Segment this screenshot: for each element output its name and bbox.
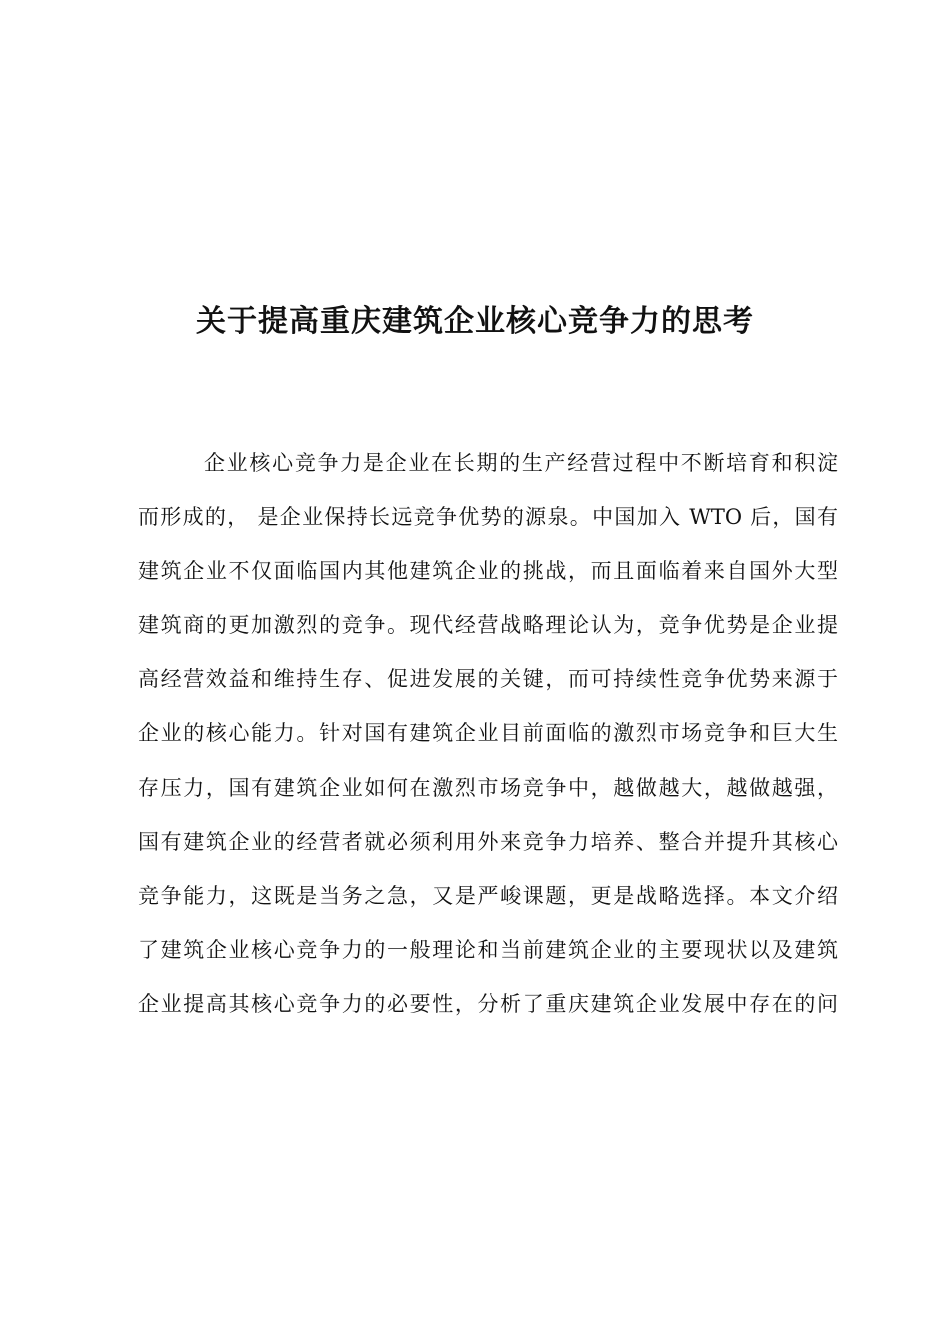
paragraph [138,436,838,1031]
paragraph-line: 企业核心竞争力是企业在长期的生产经营过程中不断培育和积淀 [204,451,838,475]
paragraph-line: 建筑商的更加激烈的竞争。现代经营战略理论认为，竞争优势是企业提 [138,613,838,638]
paragraph-line: 了建筑企业核心竞争力的一般理论和当前建筑企业的主要现状以及建筑 [138,937,838,962]
paragraph-line: 存压力，国有建筑企业如何在激烈市场竞争中，越做越大，越做越强， [138,775,838,800]
paragraph-line: 竞争能力，这既是当务之急，又是严峻课题，更是战略选择。本文介绍 [138,883,838,908]
paragraph-line: 高经营效益和维持生存、促进发展的关键，而可持续性竞争优势来源于 [138,667,838,692]
paragraph-line: 国有建筑企业的经营者就必须利用外来竞争力培养、整合并提升其核心 [138,829,838,854]
paragraph-line: 企业提高其核心竞争力的必要性，分析了重庆建筑企业发展中存在的问 [138,991,838,1016]
document-title: 关于提高重庆建筑企业核心竞争力的思考 [196,304,754,339]
paragraph-line: 而形成的， 是企业保持长远竞争优势的源泉。中国加入 WTO 后，国有 [138,505,838,530]
paragraph-line: 建筑企业不仅面临国内其他建筑企业的挑战，而且面临着来自国外大型 [138,559,838,584]
paragraph-line: 企业的核心能力。针对国有建筑企业目前面临的激烈市场竞争和巨大生 [138,721,838,746]
